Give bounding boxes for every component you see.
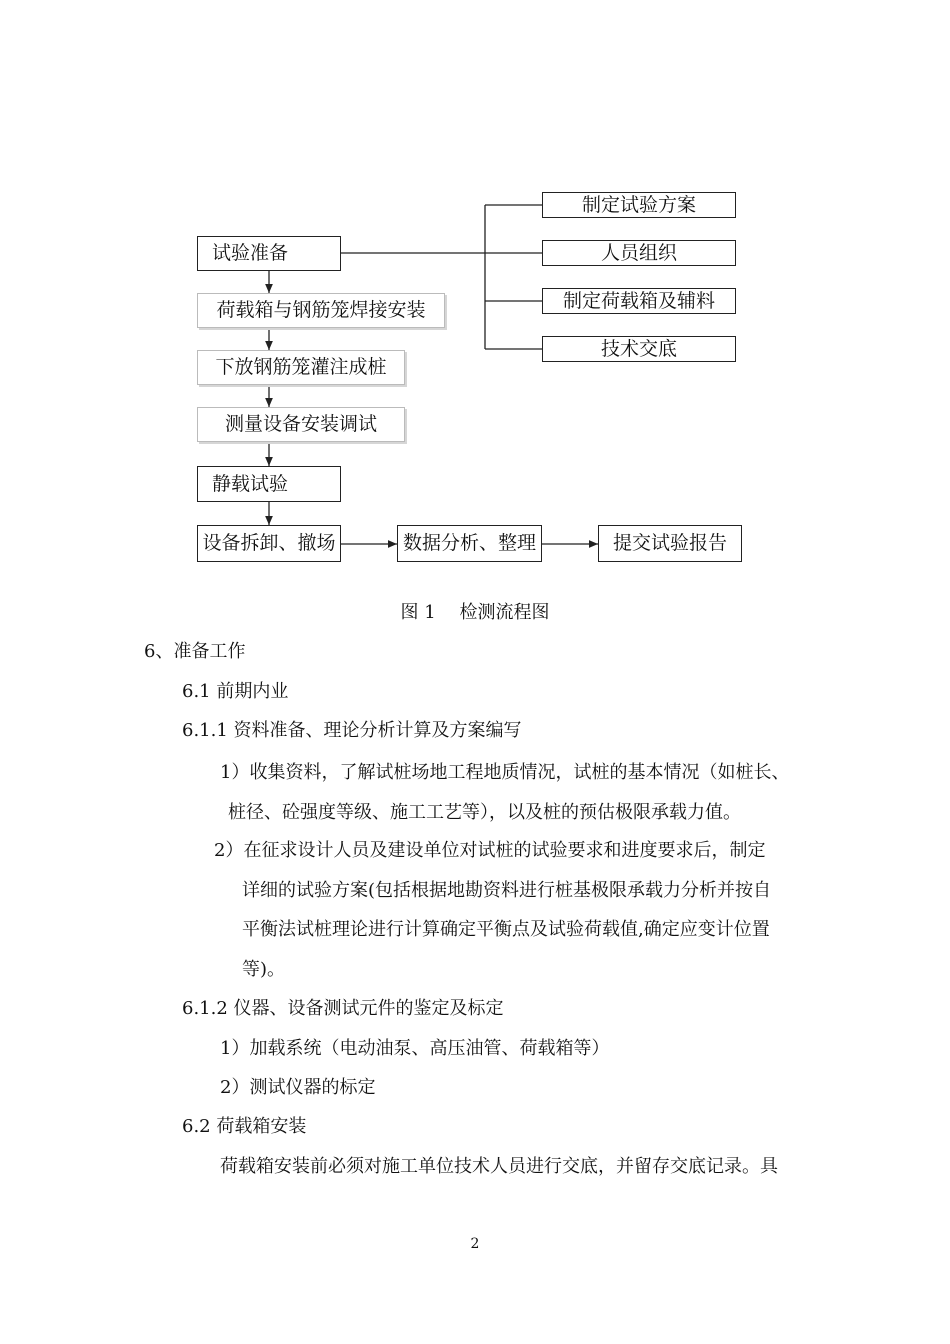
flow-box-report: 提交试验报告 <box>598 525 742 562</box>
section-heading-6-2: 6.2 荷载箱安装 <box>182 1116 307 1137</box>
list-item-text: 1）收集资料，了解试桩场地工程地质情况，试桩的基本情况（如桩长、 <box>220 762 790 783</box>
section-heading-6-1: 6.1 前期内业 <box>182 681 289 702</box>
list-item-collect <box>220 753 789 832</box>
flowchart-connectors <box>0 0 950 600</box>
paragraph-load-box-install: 荷载箱安装前必须对施工单位技术人员进行交底，并留存交底记录。具 <box>220 1156 778 1177</box>
list-item-text: 等)。 <box>242 958 286 980</box>
flow-box-lower: 下放钢筋笼灌注成桩 <box>197 350 405 385</box>
flow-box-measure: 测量设备安装调试 <box>197 407 405 442</box>
flow-box-brief: 技术交底 <box>542 336 736 362</box>
flow-box-weld: 荷载箱与钢筋笼焊接安装 <box>197 293 445 328</box>
flow-box-dismantle: 设备拆卸、撤场 <box>197 525 341 562</box>
section-heading-6: 6、准备工作 <box>144 641 246 662</box>
list-item-text: 2）在征求设计人员及建设单位对试桩的试验要求和进度要求后，制定 <box>214 840 766 861</box>
page-number: 2 <box>470 1236 480 1252</box>
list-item-plan <box>214 831 771 989</box>
list-item-loading-system: 1）加载系统（电动油泵、高压油管、荷载箱等） <box>220 1038 610 1059</box>
figure-caption: 图 1 检测流程图 <box>400 602 550 623</box>
flow-box-prep: 试验准备 <box>197 236 341 271</box>
flow-box-plan: 制定试验方案 <box>542 192 736 218</box>
flow-box-staff: 人员组织 <box>542 240 736 266</box>
list-item-text: 详细的试验方案(包括根据地勘资料进行桩基极限承载力分析并按自 <box>242 879 772 901</box>
flow-box-box-aux: 制定荷载箱及辅料 <box>542 288 736 314</box>
section-heading-6-1-1: 6.1.1 资料准备、理论分析计算及方案编写 <box>182 720 522 741</box>
flow-box-analysis: 数据分析、整理 <box>397 525 542 562</box>
list-item-calibration: 2）测试仪器的标定 <box>220 1077 376 1098</box>
list-item-text: 桩径、砼强度等级、施工工艺等），以及桩的预估极限承载力值。 <box>228 801 741 823</box>
list-item-text: 平衡法试桩理论进行计算确定平衡点及试验荷载值,确定应变计位置 <box>242 919 770 940</box>
flow-box-static: 静载试验 <box>197 466 341 502</box>
section-heading-6-1-2: 6.1.2 仪器、设备测试元件的鉴定及标定 <box>182 998 504 1019</box>
